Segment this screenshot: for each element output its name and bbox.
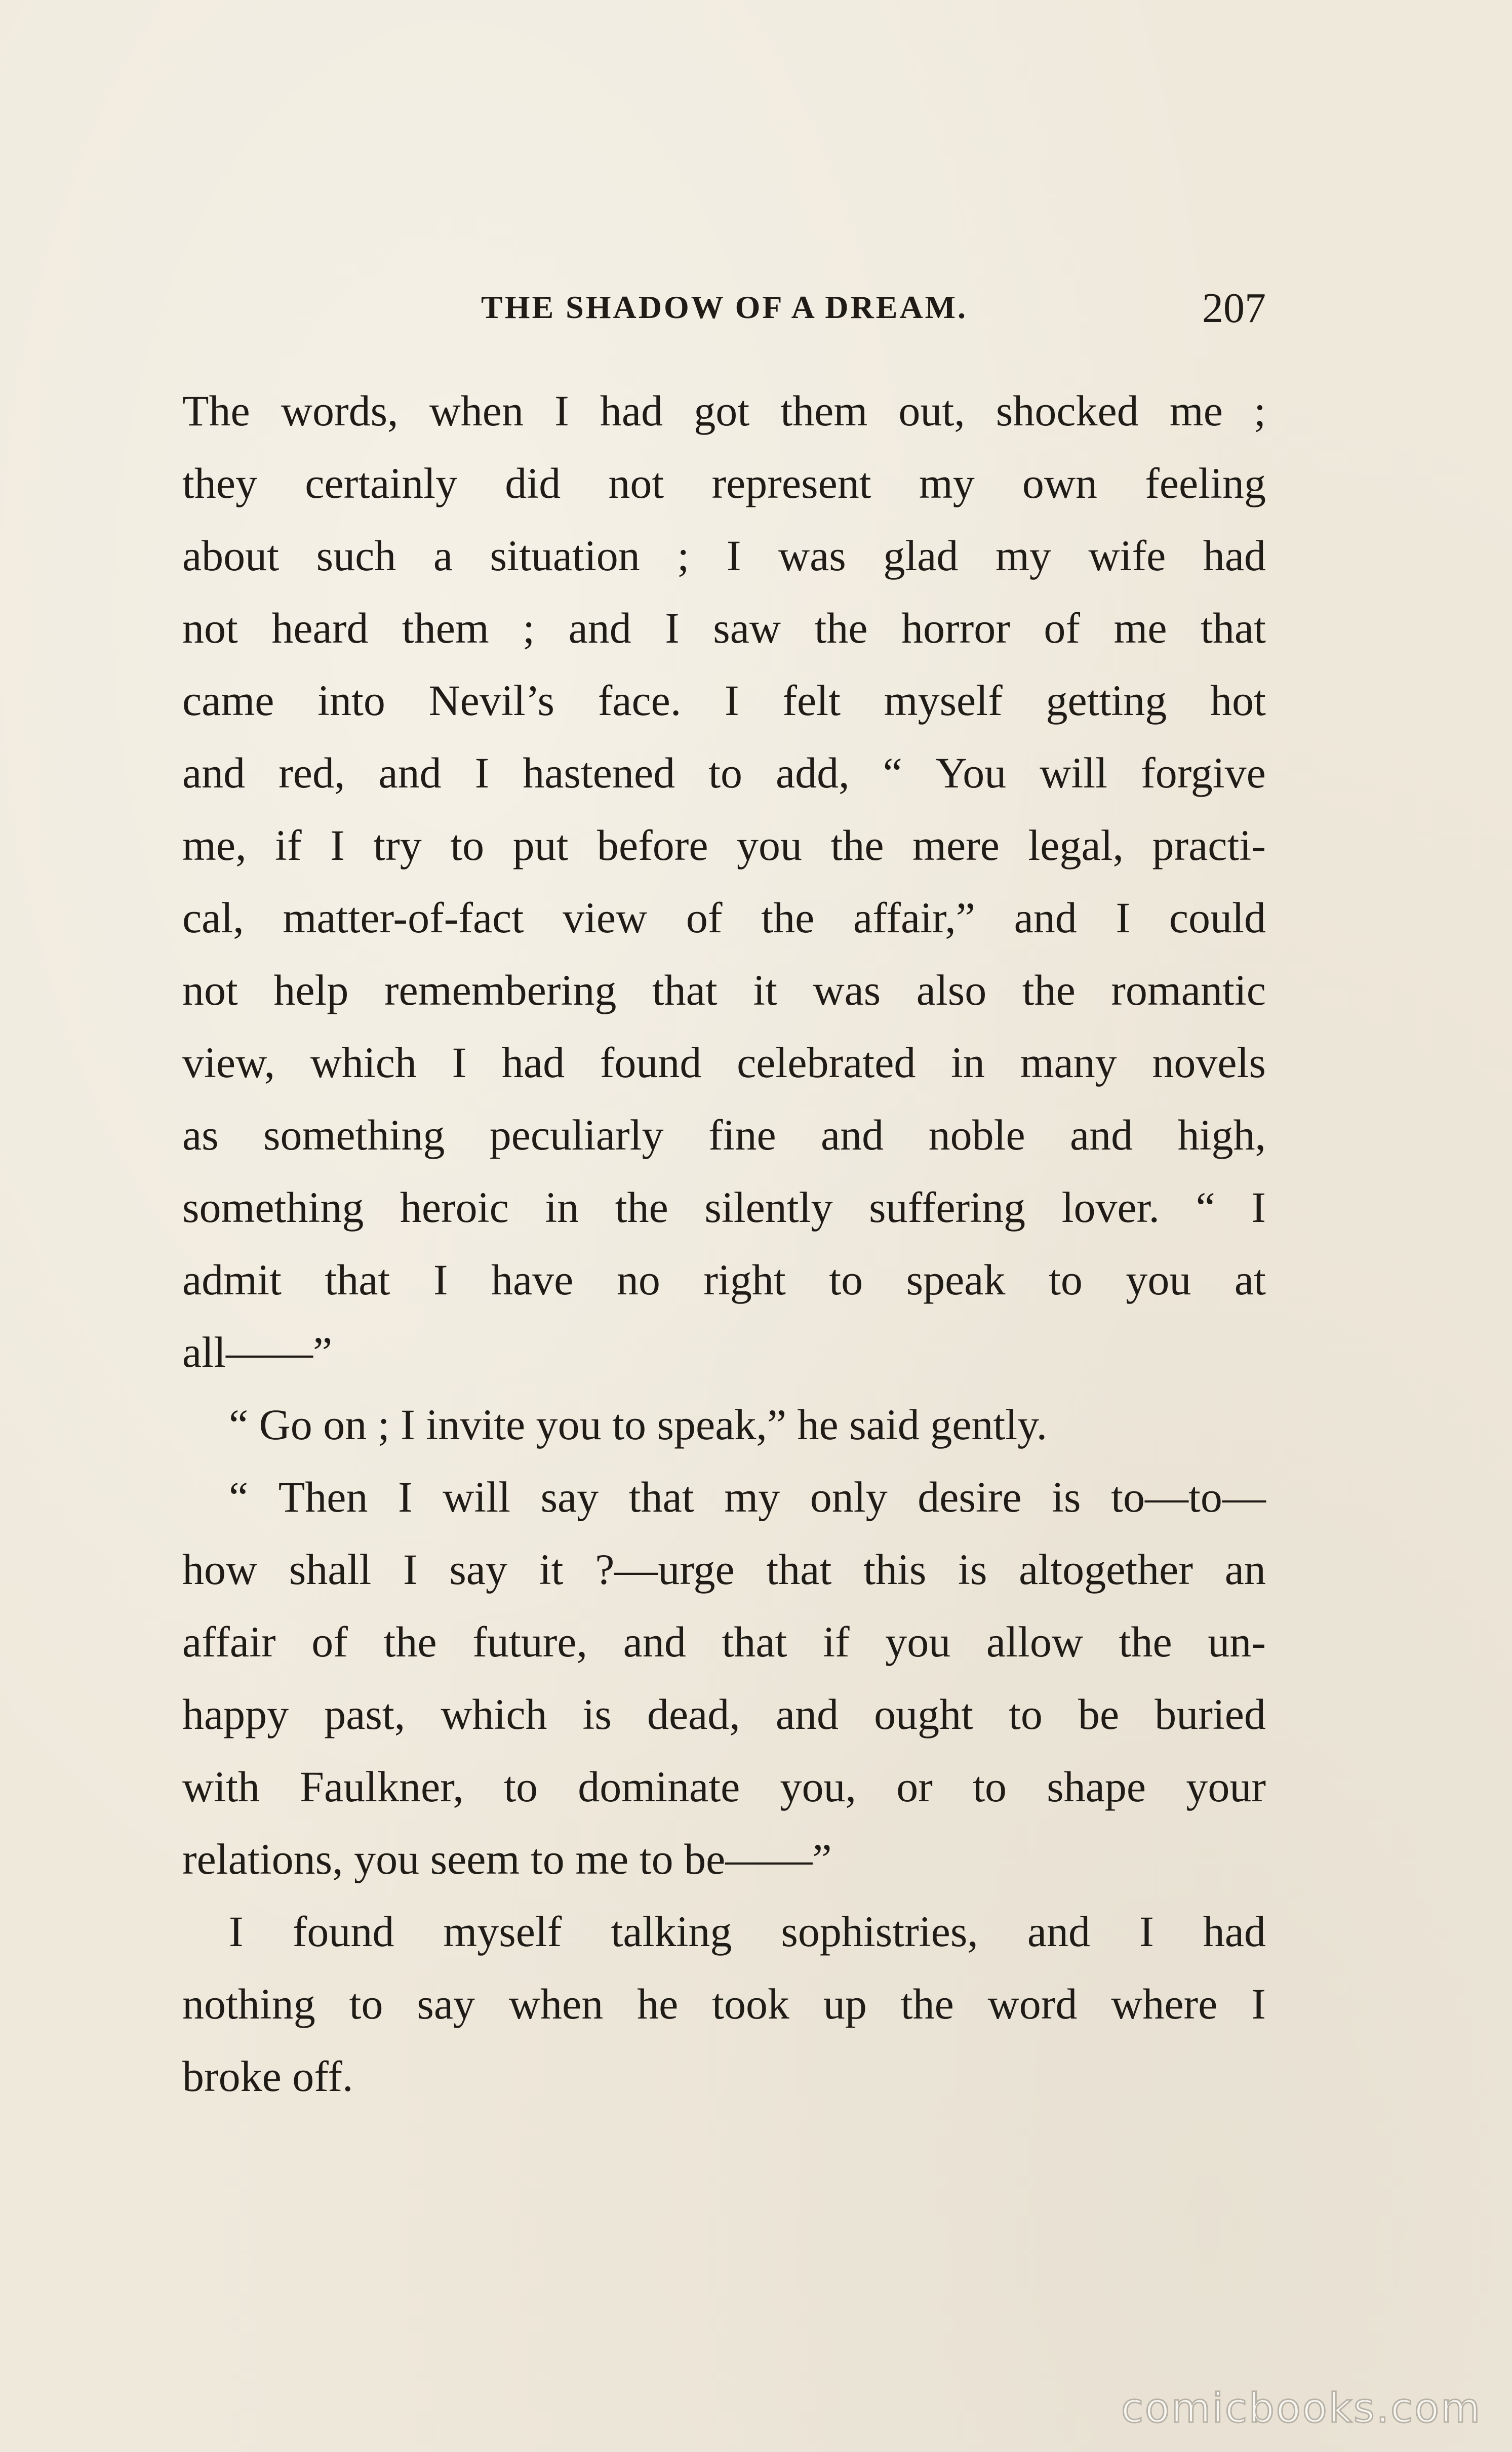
running-title: THE SHADOW OF A DREAM. (481, 289, 968, 325)
text-line: happy past, which is dead, and ought to be buried (182, 1690, 1266, 1738)
running-head (182, 284, 1266, 339)
text-line: about such a situation ; I was glad my wife had (182, 531, 1266, 580)
text-line: affair of the future, and that if you allow the un- (182, 1617, 1266, 1666)
text-line: with Faulkner, to dominate you, or to shape your (182, 1762, 1266, 1811)
watermark: comicbooks.com (1121, 2385, 1482, 2432)
text-line: view, which I had found celebrated in many novels (182, 1038, 1266, 1087)
text-line: “ Go on ; I invite you to speak,” he said gently. (229, 1400, 1048, 1449)
text-line: and red, and I hastened to add, “ You will forgive (182, 748, 1266, 797)
text-line: how shall I say it ?—urge that this is altogether an (182, 1545, 1266, 1594)
text-line: me, if I try to put before you the mere legal, practi- (182, 821, 1266, 869)
text-line: The words, when I had got them out, shocked me ; (182, 386, 1266, 435)
text-line: nothing to say when he took up the word where I (182, 1980, 1266, 2028)
text-line: not help remembering that it was also the romantic (182, 966, 1266, 1014)
text-line: relations, you seem to me to be——” (182, 1835, 832, 1883)
text-line: I found myself talking sophistries, and I had (229, 1907, 1266, 1956)
text-line: all——” (182, 1328, 333, 1376)
text-line: not heard them ; and I saw the horror of me that (182, 604, 1266, 652)
text-line: as something peculiarly fine and noble and high, (182, 1111, 1266, 1159)
text-line: came into Nevil’s face. I felt myself getting hot (182, 676, 1266, 725)
text-line: something heroic in the silently suffering lover. “ I (182, 1183, 1266, 1232)
body-text (182, 375, 1266, 2113)
text-line: broke off. (182, 2052, 353, 2101)
text-line: they certainly did not represent my own feeling (182, 459, 1266, 507)
page-number: 207 (1202, 285, 1266, 332)
text-line: cal, matter-of-fact view of the affair,” and I could (182, 893, 1266, 942)
text-line: “ Then I will say that my only desire is to—to— (229, 1473, 1266, 1521)
text-line: admit that I have no right to speak to you at (182, 1255, 1266, 1304)
